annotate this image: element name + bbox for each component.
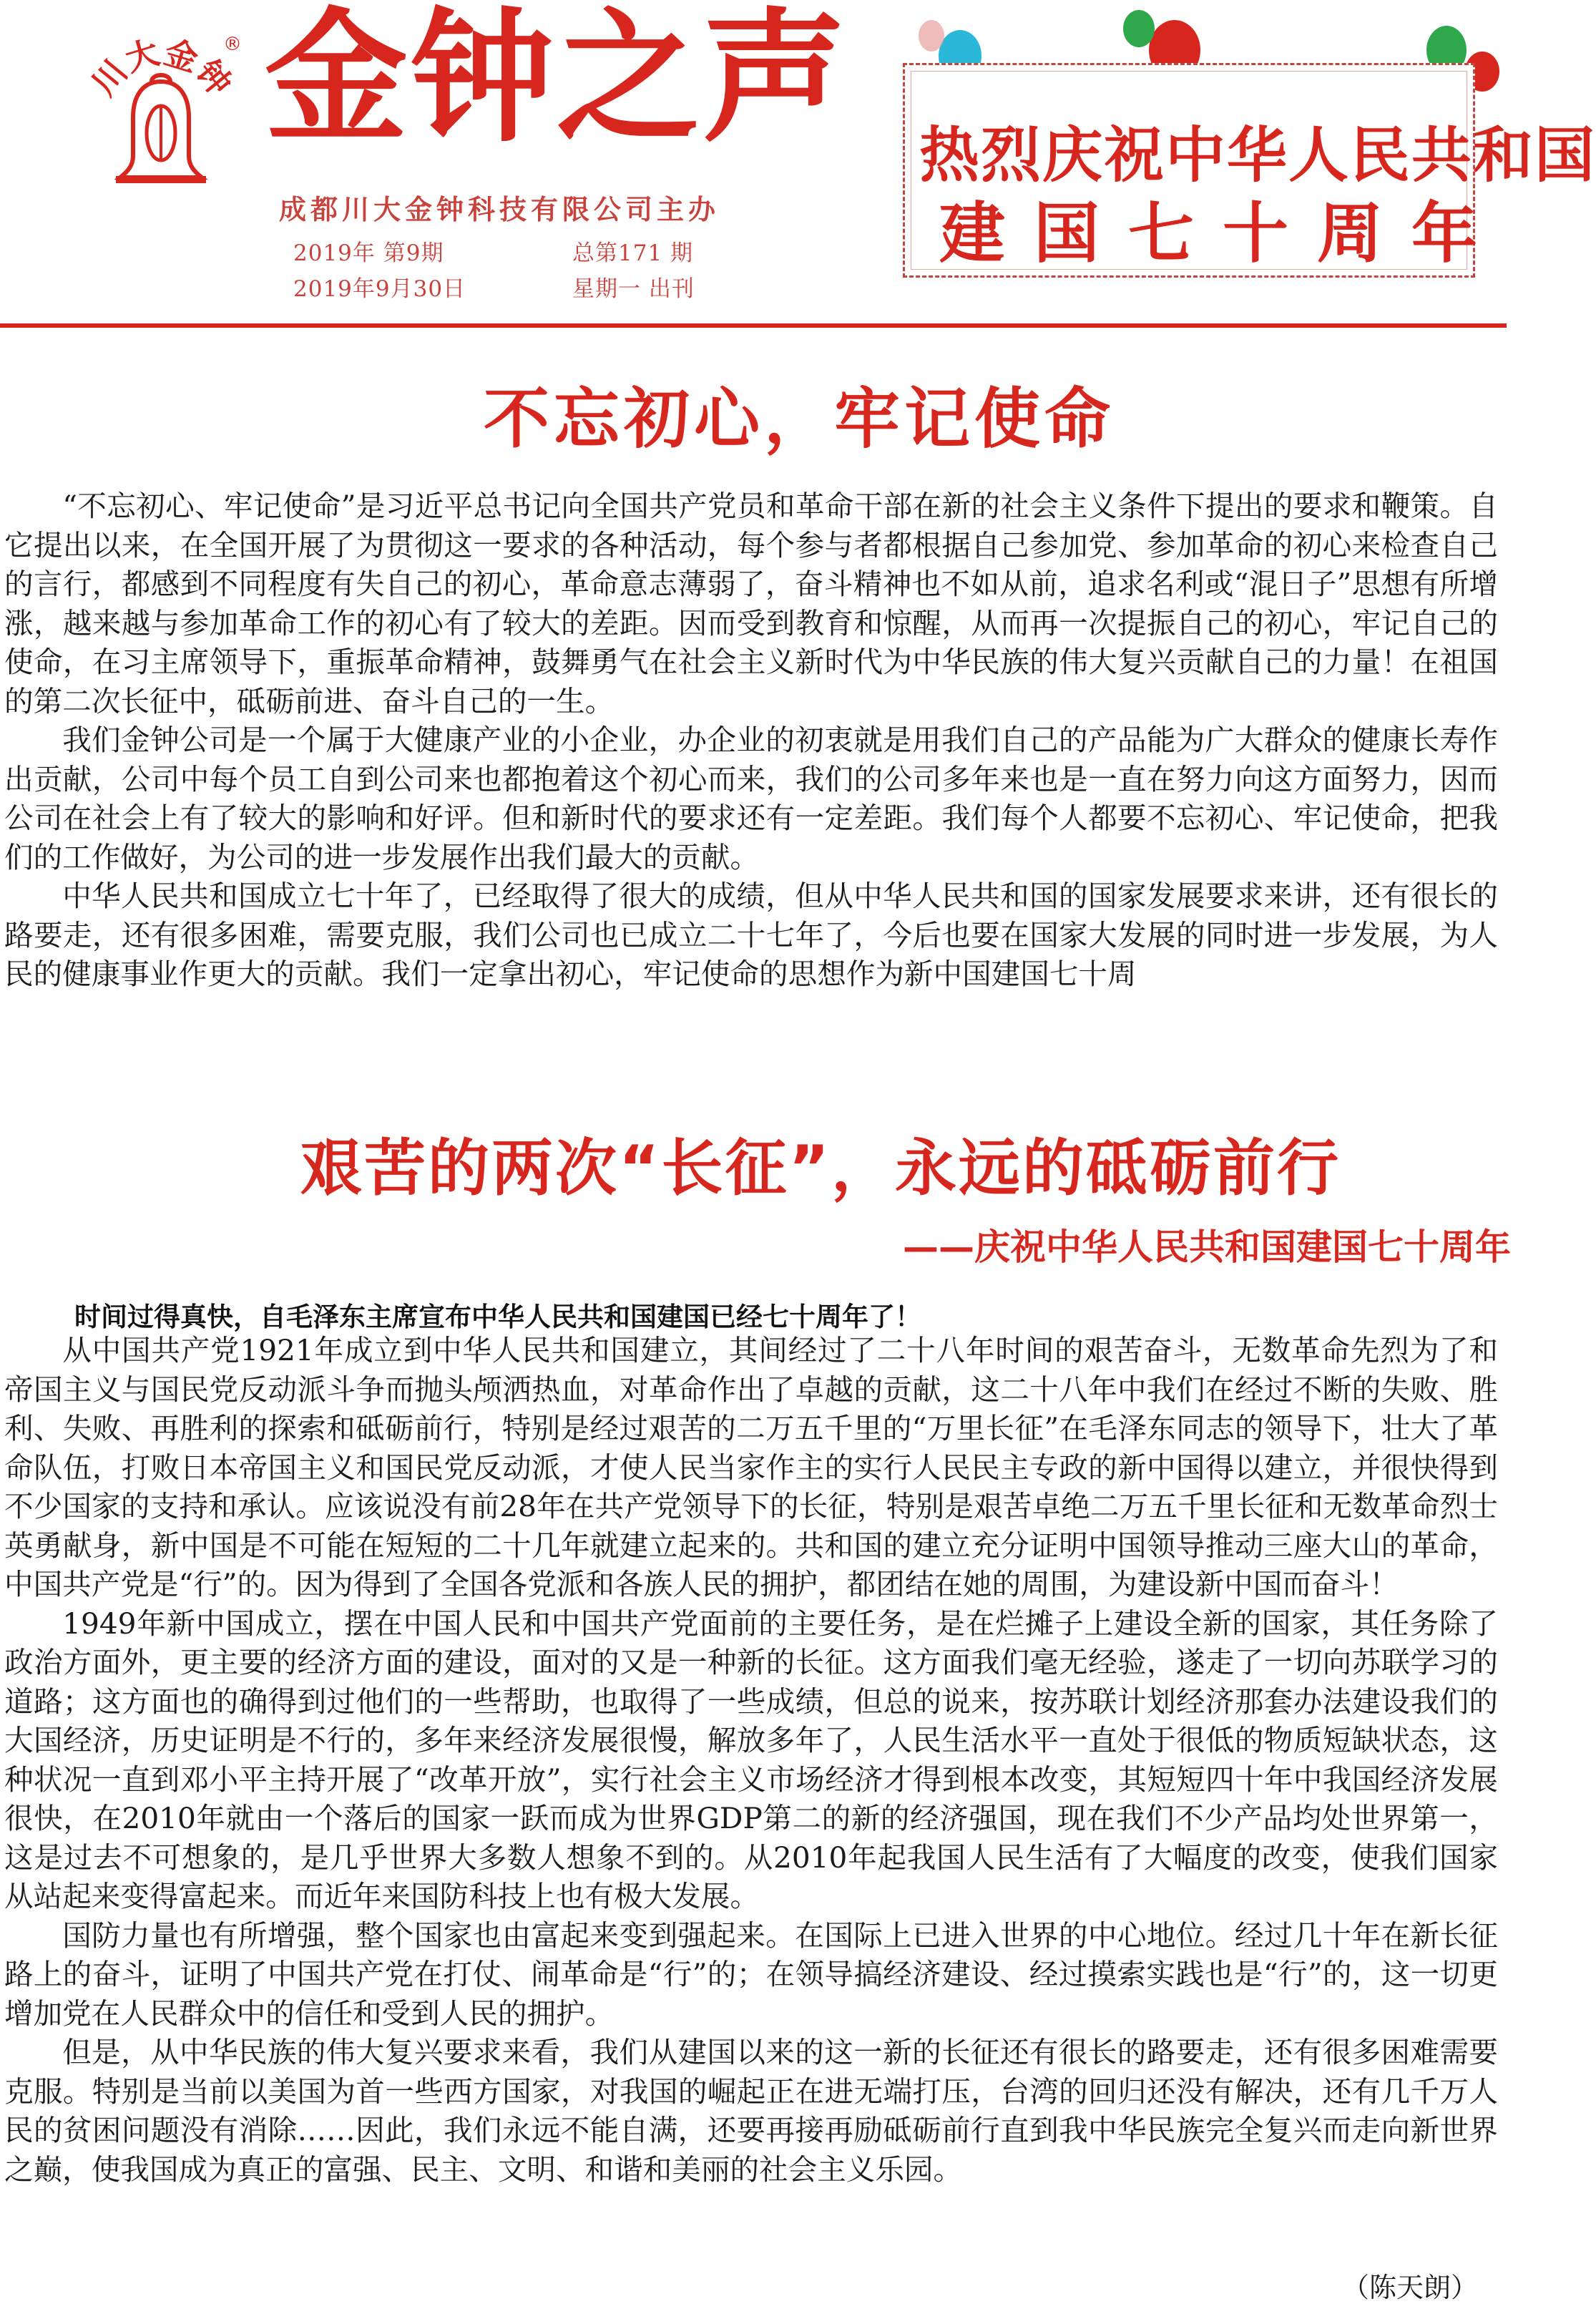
- header-divider: [0, 323, 1507, 328]
- article-2-body: [4, 1331, 1498, 2189]
- logo-text: 川大金钟: [84, 32, 240, 103]
- article-1-paragraph: 中华人民共和国成立七十年了，已经取得了很大的成绩，但从中华人民共和国的国家发展要求来讲，还有很长的路要走，还有很多困难，需要克服，我们公司也已成立二十七年了，今后也要在国家大发展的同时进一步发展，为人民的健康事业作更大的贡献。我们一定拿出初心，牢记使命的思想作为新中国建国七十周: [4, 879, 1498, 991]
- article-2-subheadline: ——庆祝中华人民共和国建国七十周年: [903, 1226, 1511, 1268]
- article-2-lead: 时间过得真快，自毛泽东主席宣布中华人民共和国建国已经七十周年了！: [74, 1302, 921, 1332]
- publisher-line: 成都川大金钟科技有限公司主办: [279, 193, 720, 225]
- celebration-banner: [903, 63, 1596, 278]
- article-2-paragraph: 国防力量也有所增强，整个国家也由富起来变到强起来。在国际上已进入世界的中心地位。经过几十年在新长征路上的奋斗，证明了中国共产党在打仗、闹革命是“行”的；在领导搞经济建设、经过摸索实践也是“行”的，这一切更增加党在人民群众中的信任和受到人民的拥护。: [4, 1918, 1498, 2031]
- masthead-title: 金钟之声: [265, 0, 849, 162]
- article-2-paragraph: 但是，从中华民族的伟大复兴要求来看，我们从建国以来的这一新的长征还有很长的路要走，还有很多困难需要克服。特别是当前以美国为首一些西方国家，对我国的崛起正在进无端打压，台湾的回归还没有解决，还有几千万人民的贫困问题没有消除……因此，我们永远不能自满，还要再接再励砥砺前行直到我中华民族完全复兴而走向新世界之巅，使我国成为真正的富强、民主、文明、和谐和美丽的社会主义乐园。: [4, 2035, 1498, 2187]
- article-2-paragraph: 从中国共产党1921年成立到中华人民共和国建立，其间经过了二十八年时间的艰苦奋斗，无数革命先烈为了和帝国主义与国民党反动派斗争而抛头颅洒热血，对革命作出了卓越的贡献，这二十八年中我们在经过不断的失败、胜利、失败、再胜利的探索和砥砺前行，特别是经过艰苦的二万五千里的“万里长征”在毛泽东同志的领导下，壮大了革命队伍，打败日本帝国主义和国民党反动派，才使人民当家作主的实行人民民主专政的新中国得以建立，并很快得到不少国家的支持和承认。应该说没有前28年在共产党领导下的长征，特别是艰苦卓绝二万五千里长征和无数革命烈士英勇献身，新中国是不可能在短短的二十几年就建立起来的。共和国的建立充分证明中国领导推动三座大山的革命，中国共产党是“行”的。因为得到了全国各党派和各族人民的拥护，都团结在她的周围，为建设新中国而奋斗！: [4, 1333, 1498, 1601]
- article-2-paragraph: 1949年新中国成立，摆在中国人民和中国共产党面前的主要任务，是在烂摊子上建设全新的国家，其任务除了政治方面外，更主要的经济方面的建设，面对的又是一种新的长征。这方面我们毫无经验，遂走了一切向苏联学习的道路；这方面也的确得到过他们的一些帮助，也取得了一些成绩，但总的说来，按苏联计划经济那套办法建设我们的大国经济，历史证明是不行的，多年来经济发展很慢，解放多年了，人民生活水平一直处于很低的物质短缺状态，这种状况一直到邓小平主持开展了“改革开放”，实行社会主义市场经济才得到根本改变，其短短四十年中我国经济发展很快，在2010年就由一个落后的国家一跃而成为世界GDP第二的新的经济强国，现在我们不少产品均处世界第一，这是过去不可想象的，是几乎世界大多数人想象不到的。从2010年起我国人民生活有了大幅度的改变，使我们国家从站起来变得富起来。而近年来国防科技上也有极大发展。: [4, 1606, 1498, 1913]
- issue-date: 2019年9月30日: [293, 276, 466, 302]
- bell-logo: [72, 13, 250, 192]
- article-1-paragraph: “不忘初心、牢记使命”是习近平总书记向全国共产党员和革命干部在新的社会主义条件下提出的要求和鞭策。自它提出以来，在全国开展了为贯彻这一要求的各种活动，每个参与者都根据自己参加党、参加革命的初心来检查自己的言行，都感到不同程度有失自己的初心，革命意志薄弱了，奋斗精神也不如从前，追求名利或“混日子”思想有所增涨，越来越与参加革命工作的初心有了较大的差距。因而受到教育和惊醒，从而再一次提振自己的初心，牢记自己的使命，在习主席领导下，重振革命精神，鼓舞勇气在社会主义新时代为中华民族的伟大复兴贡献自己的力量！在祖国的第二次长征中，砥砺前进、奋斗自己的一生。: [4, 489, 1498, 718]
- article-2-author: （陈天朗）: [1341, 2272, 1478, 2303]
- article-2-headline: 艰苦的两次“长征”，永远的砥砺前行: [300, 1133, 1341, 1204]
- total-issue: 总第171 期: [572, 240, 694, 266]
- banner-line-2: 建国七十周年: [939, 195, 1507, 272]
- article-1-body: [4, 487, 1498, 994]
- article-1-paragraph: 我们金钟公司是一个属于大健康产业的小企业，办企业的初衷就是用我们自己的产品能为广大群众的健康长寿作出贡献，公司中每个员工自到公司来也都抱着这个初心而来，我们的公司多年来也是一直在努力向这方面努力，因而公司在社会上有了较大的影响和好评。但和新时代的要求还有一定差距。我们每个人都要不忘初心、牢记使命，把我们的工作做好，为公司的进一步发展作出我们最大的贡献。: [4, 723, 1498, 874]
- weekday-release: 星期一 出刊: [572, 276, 695, 302]
- registered-mark: ®: [223, 34, 242, 55]
- year-issue: 2019年 第9期: [293, 240, 444, 266]
- article-1-headline: 不忘初心，牢记使命: [484, 381, 1115, 457]
- banner-line-1: 热烈庆祝中华人民共和国: [919, 120, 1596, 190]
